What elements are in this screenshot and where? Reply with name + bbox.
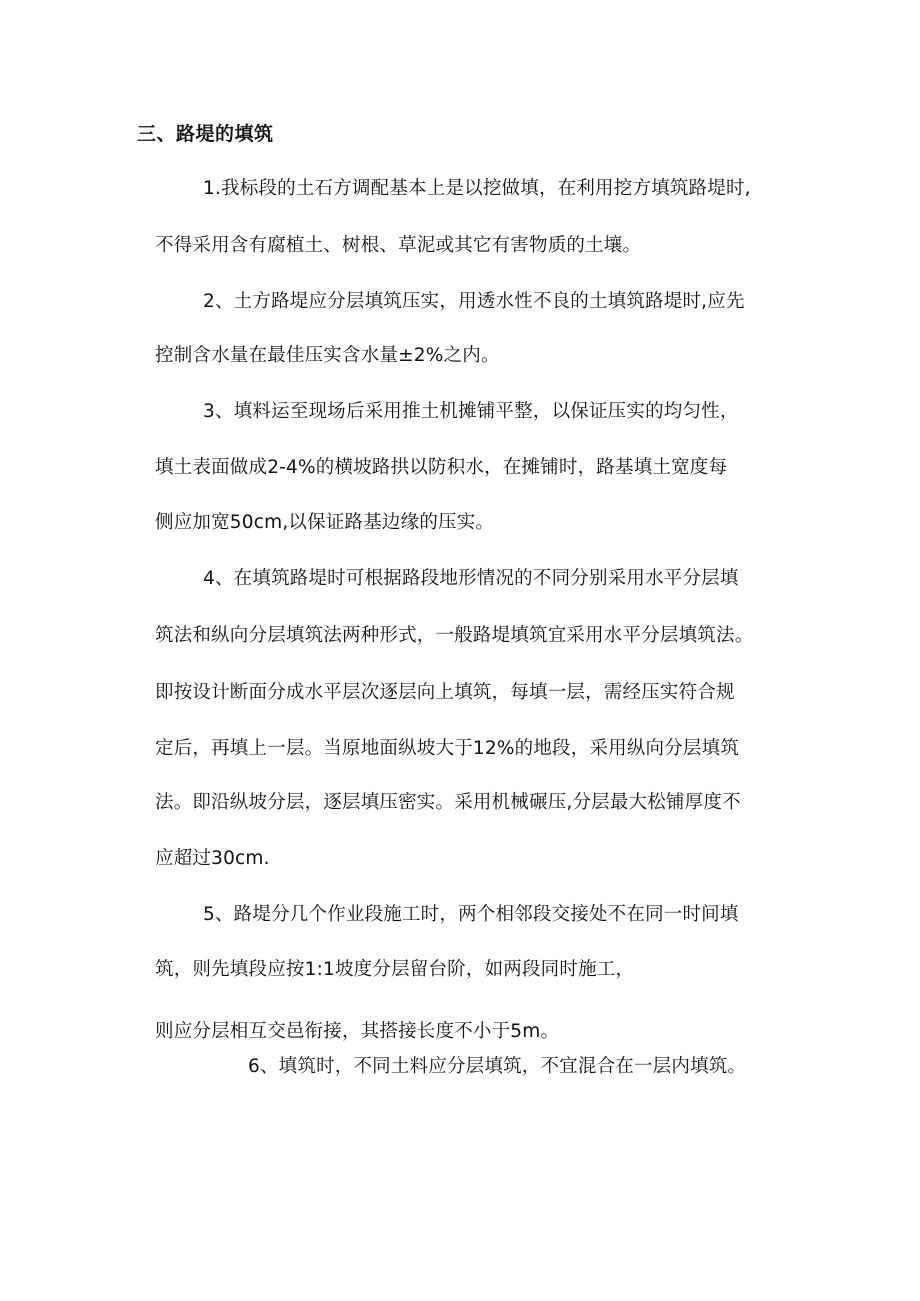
paragraph-4-line-1: 4、在填筑路堤时可根据路段地形情况的不同分别采用水平分层填 <box>203 568 739 589</box>
section-heading: 三、路堤的填筑 <box>137 123 274 145</box>
paragraph-3-line-2: 填土表面做成2-4%的横坡路拱以防积水，在摊铺时，路基填土宽度每 <box>155 457 728 478</box>
paragraph-4-line-3: 即按设计断面分成水平层次逐层向上填筑，每填一层，需经压实符合规 <box>155 682 735 703</box>
paragraph-1-line-1: 1.我标段的土石方调配基本上是以挖做填，在利用挖方填筑路堤时, <box>203 178 751 199</box>
paragraph-4-line-6: 应超过30cm. <box>155 848 270 869</box>
paragraph-4-line-5: 法。即沿纵坡分层，逐层填压密实。采用机械碾压,分层最大松铺厚度不 <box>155 792 741 813</box>
paragraph-2-line-2: 控制含水量在最佳压实含水量±2%之内。 <box>155 345 500 366</box>
paragraph-5-line-3: 则应分层相互交邑衔接，其搭接长度不小于5m。 <box>155 1021 560 1042</box>
paragraph-5-line-2: 筑，则先填段应按1:1坡度分层留台阶，如两段同时施工， <box>155 959 635 980</box>
paragraph-2-line-1: 2、土方路堤应分层填筑压实，用透水性不良的土填筑路堤时,应先 <box>203 291 745 312</box>
paragraph-4-line-4: 定后，再填上一层。当原地面纵坡大于12%的地段，采用纵向分层填筑 <box>155 738 740 759</box>
paragraph-1-line-2: 不得采用含有腐植土、树根、草泥或其它有害物质的土壤。 <box>155 235 642 256</box>
paragraph-3-line-3: 侧应加宽50cm,以保证路基边缘的压实。 <box>155 512 495 533</box>
paragraph-5-line-1: 5、路堤分几个作业段施工时，两个相邻段交接处不在同一时间填 <box>203 904 739 925</box>
paragraph-6-line-1: 6、填筑时，不同土料应分层填筑，不宜混合在一层内填筑。 <box>248 1056 747 1077</box>
paragraph-3-line-1: 3、填料运至现场后采用推土机摊铺平整，以保证压实的均匀性， <box>203 401 739 422</box>
paragraph-4-line-2: 筑法和纵向分层填筑法两种形式，一般路堤填筑宜采用水平分层填筑法。 <box>155 625 754 646</box>
